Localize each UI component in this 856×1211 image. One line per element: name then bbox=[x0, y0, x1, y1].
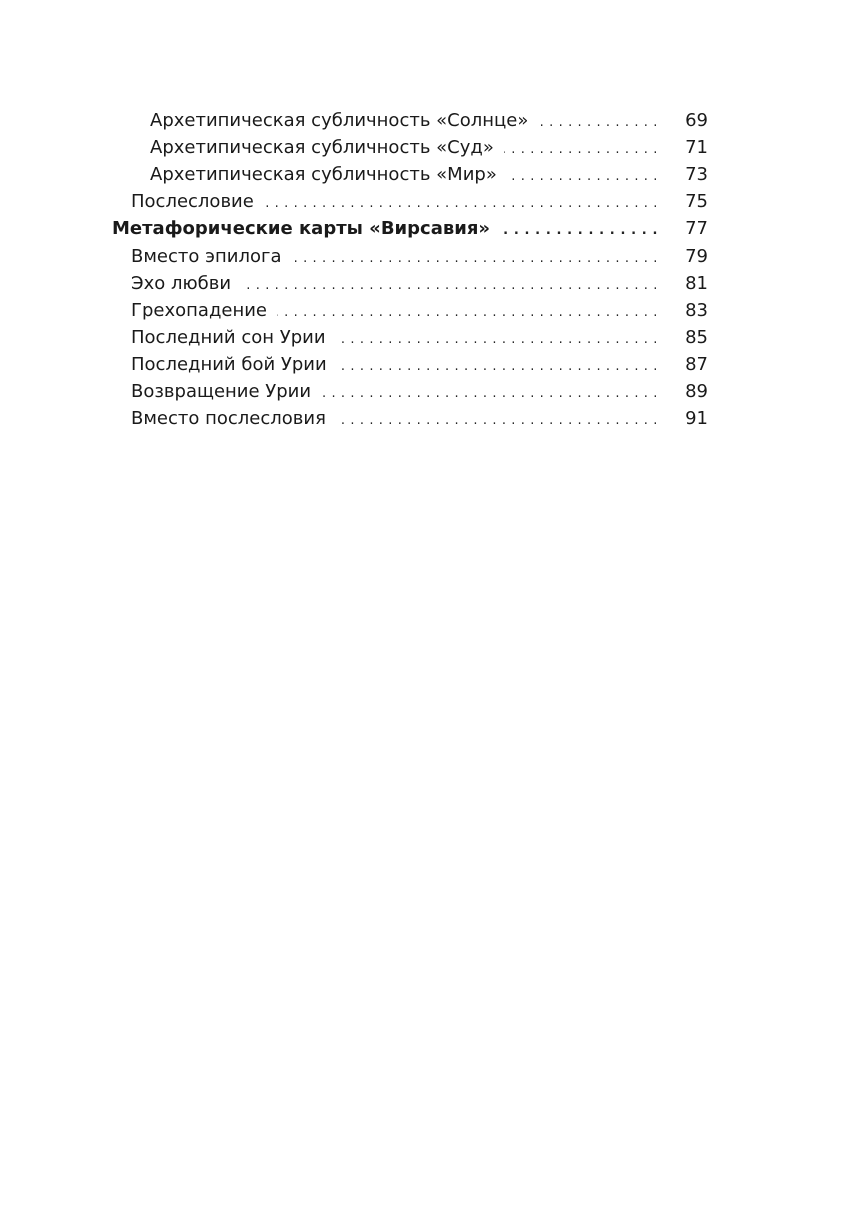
toc-entry-page: 83 bbox=[685, 299, 708, 321]
table-of-contents bbox=[0, 107, 856, 432]
toc-chapter[interactable] bbox=[0, 215, 856, 242]
toc-entry-page: 71 bbox=[685, 137, 708, 159]
toc-entry-page: 69 bbox=[685, 110, 708, 132]
dot-leader bbox=[337, 351, 658, 378]
toc-entry[interactable] bbox=[0, 242, 856, 269]
toc-entry-title: Возвращение Урии bbox=[131, 380, 312, 402]
toc-entry-title: Последний сон Урии bbox=[131, 326, 326, 348]
toc-entry-title: Архетипическая субличность «Солнце» bbox=[150, 110, 529, 132]
dot-leader bbox=[336, 405, 658, 432]
toc-entry-title: Архетипическая субличность «Суд» bbox=[150, 137, 494, 159]
dot-leader bbox=[538, 107, 658, 134]
dot-leader bbox=[241, 270, 658, 297]
toc-entry-title: Вместо эпилога bbox=[131, 245, 282, 267]
toc-chapter-title: Метафорические карты «Вирсавия» bbox=[112, 218, 491, 240]
toc-entry-title: Грехопадение bbox=[131, 299, 268, 321]
toc-entry-title: Эхо любви bbox=[131, 272, 232, 294]
toc-entry-page: 91 bbox=[685, 408, 708, 430]
toc-entry-title: Последний бой Урии bbox=[131, 353, 327, 375]
dot-leader bbox=[500, 215, 658, 242]
toc-entry-title: Вместо послесловия bbox=[131, 408, 326, 430]
dot-leader bbox=[321, 378, 658, 405]
dot-leader bbox=[291, 243, 658, 270]
toc-entry[interactable] bbox=[0, 405, 856, 432]
toc-entry[interactable] bbox=[0, 188, 856, 215]
toc-entry[interactable] bbox=[0, 107, 856, 134]
dot-leader bbox=[336, 324, 658, 351]
toc-entry-page: 73 bbox=[685, 164, 708, 186]
toc-chapter-page: 77 bbox=[685, 218, 708, 240]
toc-entry-title: Архетипическая субличность «Мир» bbox=[150, 164, 497, 186]
toc-entry[interactable] bbox=[0, 134, 856, 161]
toc-entry-title: Послесловие bbox=[131, 191, 254, 213]
toc-entry-page: 79 bbox=[685, 245, 708, 267]
toc-entry[interactable] bbox=[0, 351, 856, 378]
toc-entry-page: 75 bbox=[685, 191, 708, 213]
dot-leader bbox=[504, 134, 658, 161]
dot-leader bbox=[507, 161, 658, 188]
toc-entry-page: 89 bbox=[685, 380, 708, 402]
toc-entry-page: 85 bbox=[685, 326, 708, 348]
toc-entry[interactable] bbox=[0, 324, 856, 351]
dot-leader bbox=[277, 297, 658, 324]
toc-entry-page: 81 bbox=[685, 272, 708, 294]
dot-leader bbox=[264, 188, 658, 215]
toc-entry[interactable] bbox=[0, 297, 856, 324]
toc-entry[interactable] bbox=[0, 161, 856, 188]
toc-entry[interactable] bbox=[0, 270, 856, 297]
toc-entry[interactable] bbox=[0, 378, 856, 405]
toc-entry-page: 87 bbox=[685, 353, 708, 375]
